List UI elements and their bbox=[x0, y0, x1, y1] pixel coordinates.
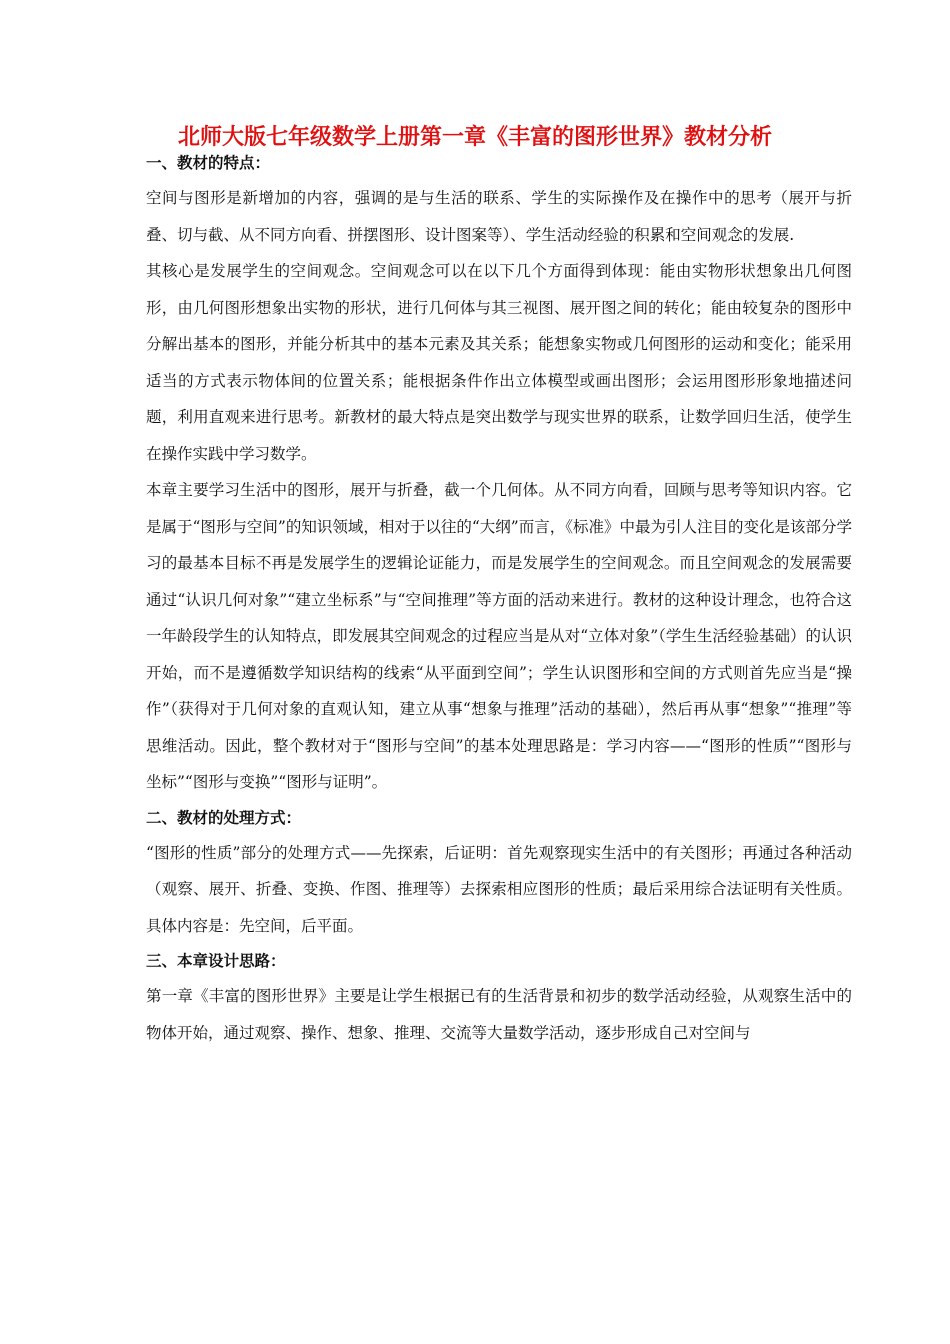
paragraph: 第一章《丰富的图形世界》主要是让学生根据已有的生活背景和初步的数学活动经验，从观察生活中的物体开始，通过观察、操作、想象、推理、交流等大量数学活动，逐步形成自己对空间与 bbox=[146, 987, 852, 1042]
paragraph: “图形的性质”部分的处理方式——先探索，后证明：首先观察现实生活中的有关图形；再通过各种活动（观察、展开、折叠、变换、作图、推理等）去探索相应图形的性质；最后采用综合法证明有关性质。具体内容是：先空间，后平面。 bbox=[146, 843, 852, 935]
document-body bbox=[146, 146, 852, 1051]
section-heading-1: 一、教材的特点： bbox=[146, 154, 271, 172]
section-heading-3: 三、本章设计思路： bbox=[146, 952, 286, 970]
paragraph: 本章主要学习生活中的图形，展开与折叠，截一个几何体。从不同方向看，回顾与思考等知识内容。它是属于“图形与空间”的知识领域，相对于以往的“大纲”而言，《标准》中最为引人注目的变化是该部分学习的最基本目标不再是发展学生的逻辑论证能力，而是发展学生的空间观念。而且空间观念的发展需要通过“认识几何对象”“建立坐标系”与“空间推理”等方面的活动来进行。教材的这种设计理念，也符合这一年龄段学生的认知特点，即发展其空间观念的过程应当是从对“立体对象”（学生生活经验基础）的认识开始，而不是遵循数学知识结构的线索“从平面到空间”；学生认识图形和空间的方式则首先应当是“操作”（获得对于几何对象的直观认知，建立从事“想象与推理”活动的基础），然后再从事“想象”“推理”等思维活动。因此，整个教材对于“图形与空间”的基本处理思路是：学习内容——“图形的性质”“图形与坐标”“图形与变换”“图形与证明”。 bbox=[146, 481, 852, 791]
paragraph: 空间与图形是新增加的内容，强调的是与生活的联系、学生的实际操作及在操作中的思考（展开与折叠、切与截、从不同方向看、拼摆图形、设计图案等）、学生活动经验的积累和空间观念的发展. bbox=[146, 189, 852, 244]
section-heading-2: 二、教材的处理方式： bbox=[146, 808, 302, 827]
paragraph: 其核心是发展学生的空间观念。空间观念可以在以下几个方面得到体现：能由实物形状想象出几何图形，由几何图形想象出实物的形状，进行几何体与其三视图、展开图之间的转化；能由较复杂的图形中分解出基本的图形，并能分析其中的基本元素及其关系；能想象实物或几何图形的运动和变化；能采用适当的方式表示物体间的位置关系；能根据条件作出立体模型或画出图形；会运用图形形象地描述问题，利用直观来进行思考。新教材的最大特点是突出数学与现实世界的联系，让数学回归生活，使学生在操作实践中学习数学。 bbox=[146, 262, 852, 463]
document-title: 北师大版七年级数学上册第一章《丰富的图形世界》教材分析 bbox=[177, 125, 772, 150]
